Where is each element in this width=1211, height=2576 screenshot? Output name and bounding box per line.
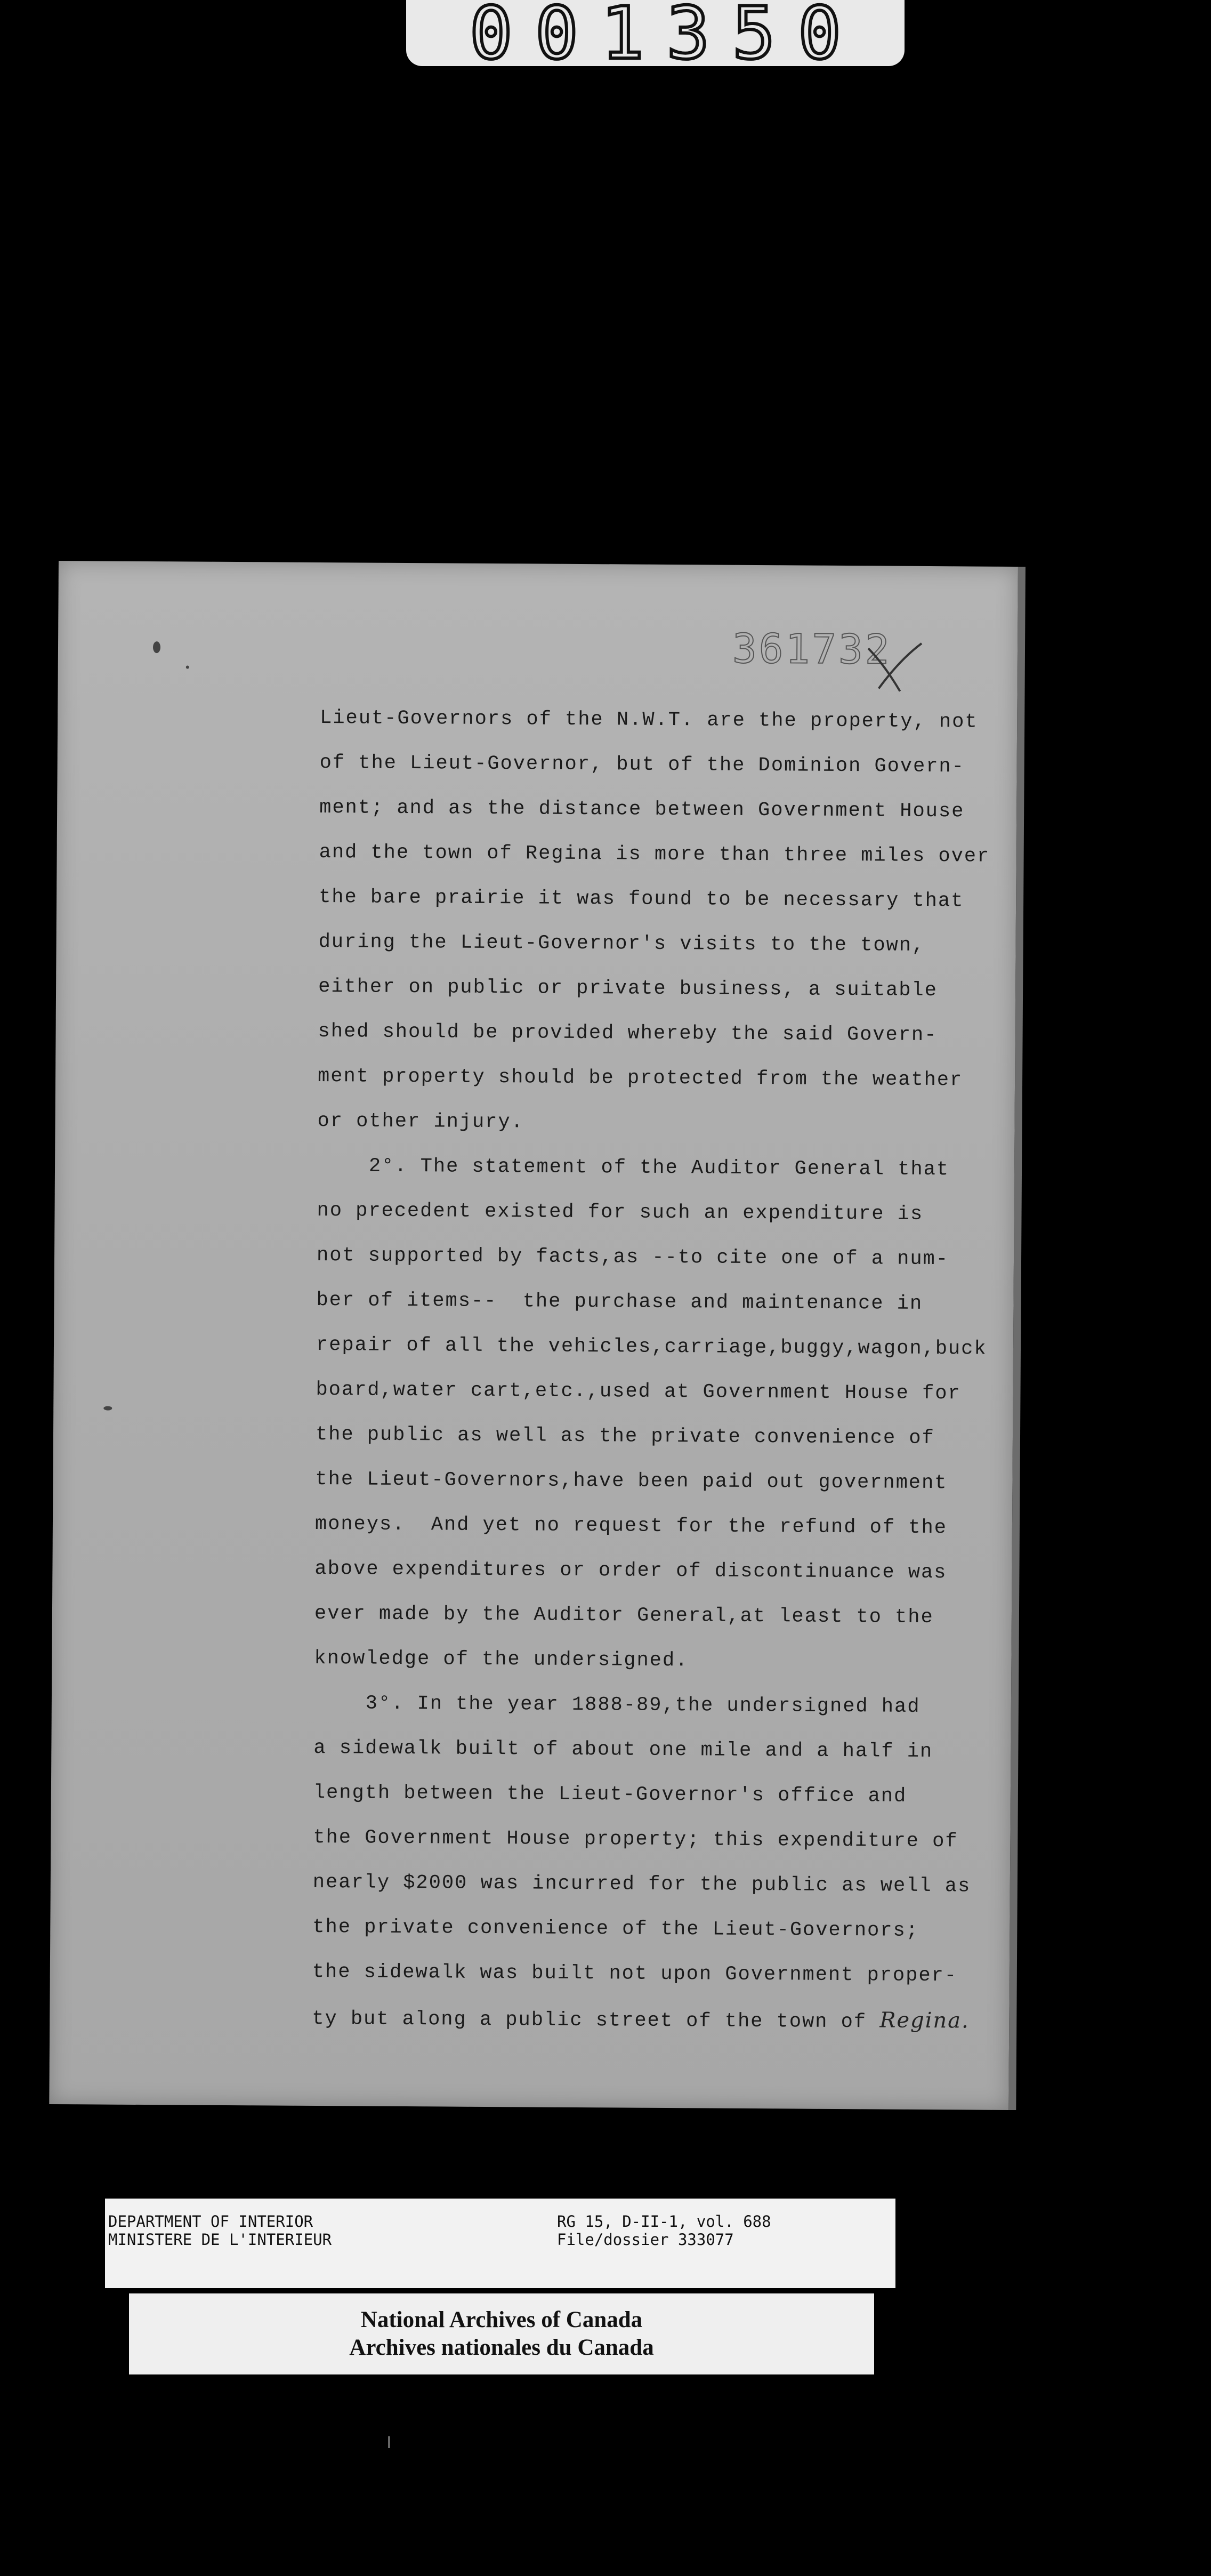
text-line: ment; and as the distance between Government House [319,796,965,823]
national-archives-label [129,2293,874,2374]
text-line: ber of items-- the purchase and maintenance in [316,1289,923,1315]
paragraph-3 [312,1681,986,2043]
text-line: board,water cart,etc.,used at Government House for [316,1378,961,1405]
text-line: repair of all the vehicles,carriage,buggy,wagon,buck [316,1333,987,1361]
text-line: knowledge of the undersigned. [314,1647,689,1672]
text-line: the bare prairie it was found to be necessary that [319,885,964,913]
paragraph-1 [317,696,991,1148]
text-line: no precedent existed for such an expenditure is [317,1199,924,1226]
paragraph-2 [314,1144,989,1685]
text-line: either on public or private business, a suitable [318,975,938,1002]
department-fr: MINISTERE DE L'INTERIEUR [108,2231,332,2249]
text-line: the Lieut-Governors,have been paid out government [315,1468,948,1495]
stamp-number: 361732 [732,624,892,673]
text-line: the private convenience of the Lieut-Governors; [312,1915,919,1942]
scanned-page [49,561,1018,2110]
text-line: 2°. The statement of the Auditor General that [317,1154,950,1181]
archives-name-en: National Archives of Canada [360,2307,643,2332]
film-mark [388,2436,390,2448]
frame-number-strip [406,0,905,75]
department-en: DEPARTMENT OF INTERIOR [108,2212,313,2231]
text-line: ever made by the Auditor General,at least to the [314,1602,934,1629]
record-group-reference: RG 15, D-II-1, vol. 688 [557,2212,771,2231]
text-line: Lieut-Governors of the N.W.T. are the property, not [320,707,978,734]
check-mark-icon [862,638,927,697]
page-speck [153,641,160,653]
text-line: nearly $2000 was incurred for the public as well as [312,1871,971,1898]
text-line: or other injury. [317,1109,524,1134]
text-line: the public as well as the private convenience of [315,1423,935,1450]
archive-reference-label [105,2199,895,2288]
text-line: the Government House property; this expenditure of [313,1826,958,1853]
department-block [108,2212,332,2249]
archives-name-fr: Archives nationales du Canada [349,2335,654,2360]
text-line: 3°. In the year 1888-89,the undersigned had [313,1692,921,1718]
text-line: length between the Lieut-Governor's office and [313,1781,907,1808]
reference-block [557,2212,771,2249]
text-line: a sidewalk built of about one mile and a half in [313,1736,933,1764]
file-number: File/dossier 333077 [557,2231,734,2249]
frame-number: 001350 [469,0,864,75]
text-line: shed should be provided whereby the said Govern- [318,1020,938,1047]
text-line: ment property should be protected from the weather [317,1065,963,1092]
letter-body [312,696,991,2043]
text-line: the sidewalk was built not upon Government proper- [312,1960,958,1987]
text-line: and the town of Regina is more than three miles over [319,841,990,868]
page-speck [103,1406,112,1411]
text-line-last-typed: ty but along a public street of the town of [312,2007,867,2034]
text-line: during the Lieut-Governor's visits to the town, [318,930,925,957]
handwritten-word: Regina. [879,2008,970,2033]
text-line: of the Lieut-Governor, but of the Dominion Govern- [319,751,965,778]
text-line: not supported by facts,as --to cite one of a num- [316,1244,949,1271]
text-line: above expenditures or order of discontinuance was [314,1557,947,1584]
text-line: moneys. And yet no request for the refund of the [314,1512,948,1540]
page-edge [1008,567,1026,2110]
page-speck [186,665,189,669]
text-line-last [312,1994,983,2043]
